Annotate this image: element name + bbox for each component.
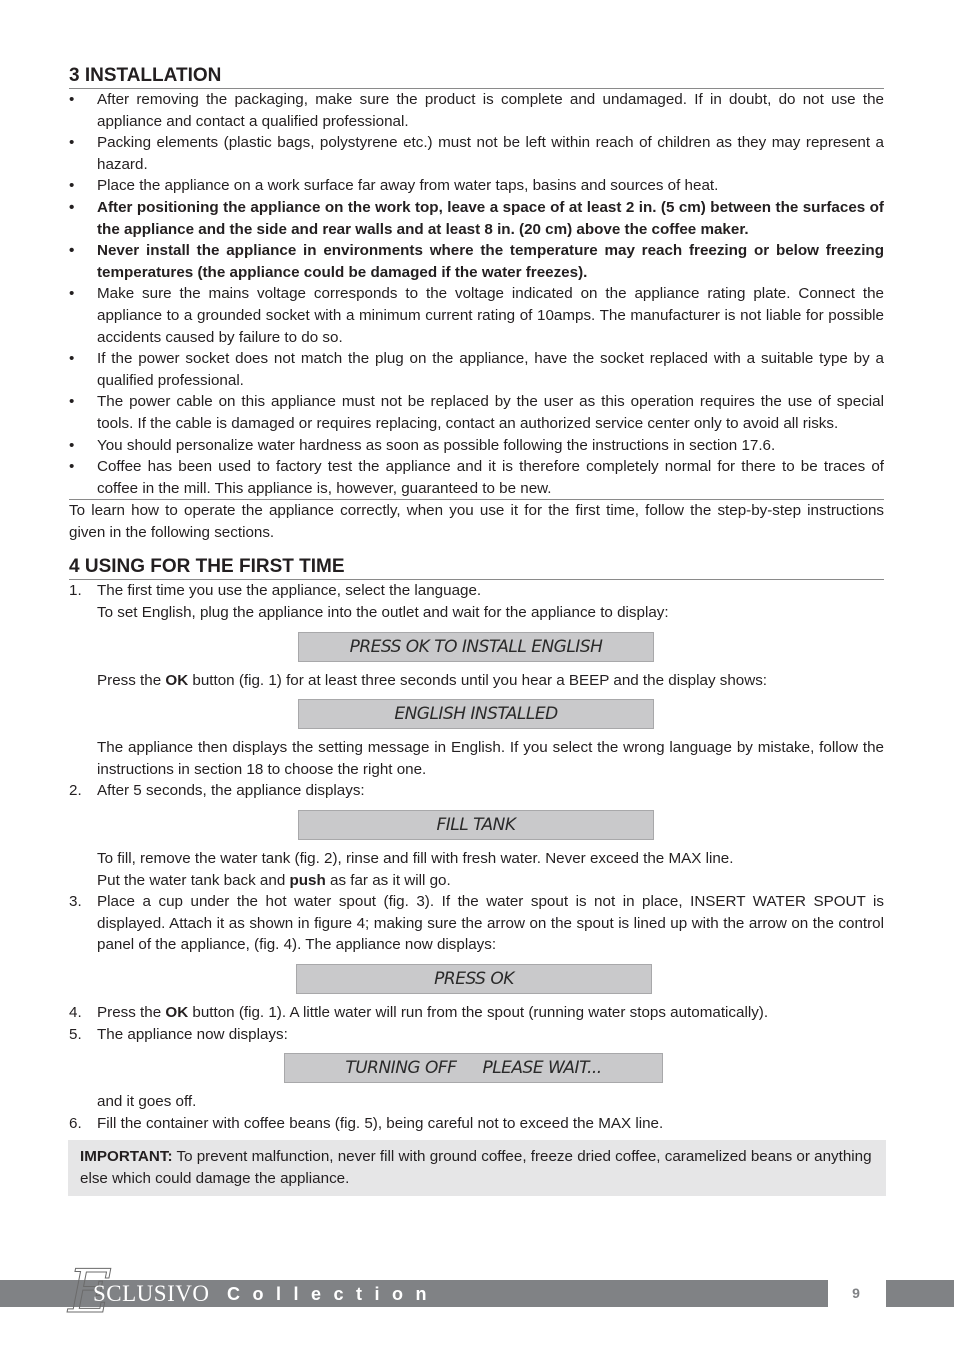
footer-bar-right — [886, 1280, 954, 1307]
bullet-icon: • — [69, 198, 75, 216]
list-item: • The power cable on this appliance must not be replaced by the user as this operation requires the use of special tools. If the cable is damaged or requires replacing, contact an authorized service center only to avoid all risks. — [69, 393, 884, 432]
section-3-closing-paragraph: To learn how to operate the appliance correctly, when you use it for the first time, follow the step-by-step instructions given in the following sections. — [69, 499, 884, 543]
step-number: 5. — [69, 1025, 82, 1043]
step-number: 4. — [69, 1004, 82, 1021]
list-item: • You should personalize water hardness as soon as possible following the instructions in section 17.6. — [69, 435, 884, 457]
display-message-press-ok: PRESS OK — [296, 964, 652, 994]
section-4-heading: 4 USING FOR THE FIRST TIME — [69, 555, 884, 580]
bullet-icon: • — [69, 134, 75, 152]
bullet-icon: • — [69, 242, 75, 260]
step-number: 3. — [69, 893, 82, 911]
brand-collection-label: Collection — [227, 1284, 440, 1304]
step-number: 2. — [69, 782, 82, 800]
list-item: • Coffee has been used to factory test the appliance and it is therefore completely normal for there to be traces of coffee in the mill. This appliance is, however, guaranteed to be new. — [69, 458, 884, 497]
step-6: 6. Fill the container with coffee beans (fig. 5), being careful not to exceed the MAX line. — [69, 1113, 884, 1135]
important-notice-box — [68, 1140, 886, 1196]
bullet-icon: • — [69, 458, 75, 476]
step-2: 2. After 5 seconds, the appliance displays: — [69, 780, 884, 802]
brand-logo-name: SCLUSIVO — [93, 1281, 210, 1306]
display-message-english-installed: ENGLISH INSTALLED — [298, 699, 654, 729]
list-item: • Make sure the mains voltage corresponds to the voltage indicated on the appliance rating plate. Connect the appliance to a grounded socket with a minimum current rating of 10amps. The manufacturer is not liable for possible accidents caused by failure to do so. — [69, 285, 884, 346]
installation-bullet-list — [69, 89, 884, 499]
bullet-icon: • — [69, 91, 75, 108]
page-content — [69, 62, 884, 1134]
step-number: 1. — [69, 582, 82, 600]
list-item: • After positioning the appliance on the work top, leave a space of at least 2 in. (5 cm) between the surfaces of the appliance and the side and rear walls and at least 8 in. (20 cm) above the coffee maker. — [69, 198, 884, 238]
step-number: 6. — [69, 1114, 82, 1132]
bullet-icon: • — [69, 436, 75, 454]
step-3: 3. Place a cup under the hot water spout (fig. 3). If the water spout is not in place, INSERT WATER SPOUT is displayed. Attach it as shown in figure 4; making sure the arrow on the spout is lined up with the arrow on the control panel of the appliance, (fig. 4). The appliance now displays: — [69, 893, 884, 954]
step-1: 1. The first time you use the appliance, select the language. To set English, plug the appliance into the outlet and wait for the appliance to display: — [69, 582, 669, 622]
bullet-icon: • — [69, 285, 75, 303]
bullet-icon: • — [69, 350, 75, 368]
list-item: • Packing elements (plastic bags, polystyrene etc.) must not be left within reach of children as they may represent a hazard. — [69, 134, 884, 173]
display-message-press-ok-install-english: PRESS OK TO INSTALL ENGLISH — [298, 632, 654, 662]
press-ok-instruction: Press the OK button (fig. 1) for at least three seconds until you hear a BEEP and the display shows: — [97, 671, 768, 689]
list-item: • Never install the appliance in environments where the temperature may reach freezing or below freezing temperatures (the appliance could be damaged if the water freezes). — [69, 242, 884, 281]
fill-tank-instruction: To fill, remove the water tank (fig. 2), rinse and fill with fresh water. Never exceed the MAX line. Put the water tank back and push as far as it will go. — [97, 850, 734, 889]
important-label: IMPORTANT: — [80, 1148, 173, 1165]
list-item: • Place the appliance on a work surface far away from water taps, basins and sources of heat. — [69, 175, 884, 197]
list-item: • If the power socket does not match the plug on the appliance, have the socket replaced with a suitable type by a qualified professional. — [69, 350, 884, 389]
bullet-icon: • — [69, 393, 75, 411]
bullet-icon: • — [69, 177, 75, 195]
list-item: • After removing the packaging, make sure the product is complete and undamaged. If in doubt, do not use the appliance and contact a qualified professional. — [69, 91, 884, 130]
important-text: To prevent malfunction, never fill with ground coffee, freeze dried coffee, caramelized beans or anything else which could damage the appliance. — [80, 1148, 872, 1187]
step-4: 4. Press the OK button (fig. 1). A little water will run from the spout (running water stops automatically). — [69, 1002, 884, 1024]
goes-off-note: and it goes off. — [97, 1093, 197, 1111]
display-message-turning-off: TURNING OFF PLEASE WAIT... — [284, 1053, 663, 1083]
step-5: 5. The appliance now displays: — [69, 1024, 884, 1046]
display-message-fill-tank: FILL TANK — [298, 810, 654, 840]
language-note: The appliance then displays the setting message in English. If you select the wrong language by mistake, follow the instructions in section 18 to choose the right one. — [97, 739, 884, 778]
section-3-heading: 3 INSTALLATION — [69, 64, 884, 89]
brand-logo-initial: E — [68, 1257, 112, 1327]
page-number: 9 — [852, 1285, 860, 1301]
